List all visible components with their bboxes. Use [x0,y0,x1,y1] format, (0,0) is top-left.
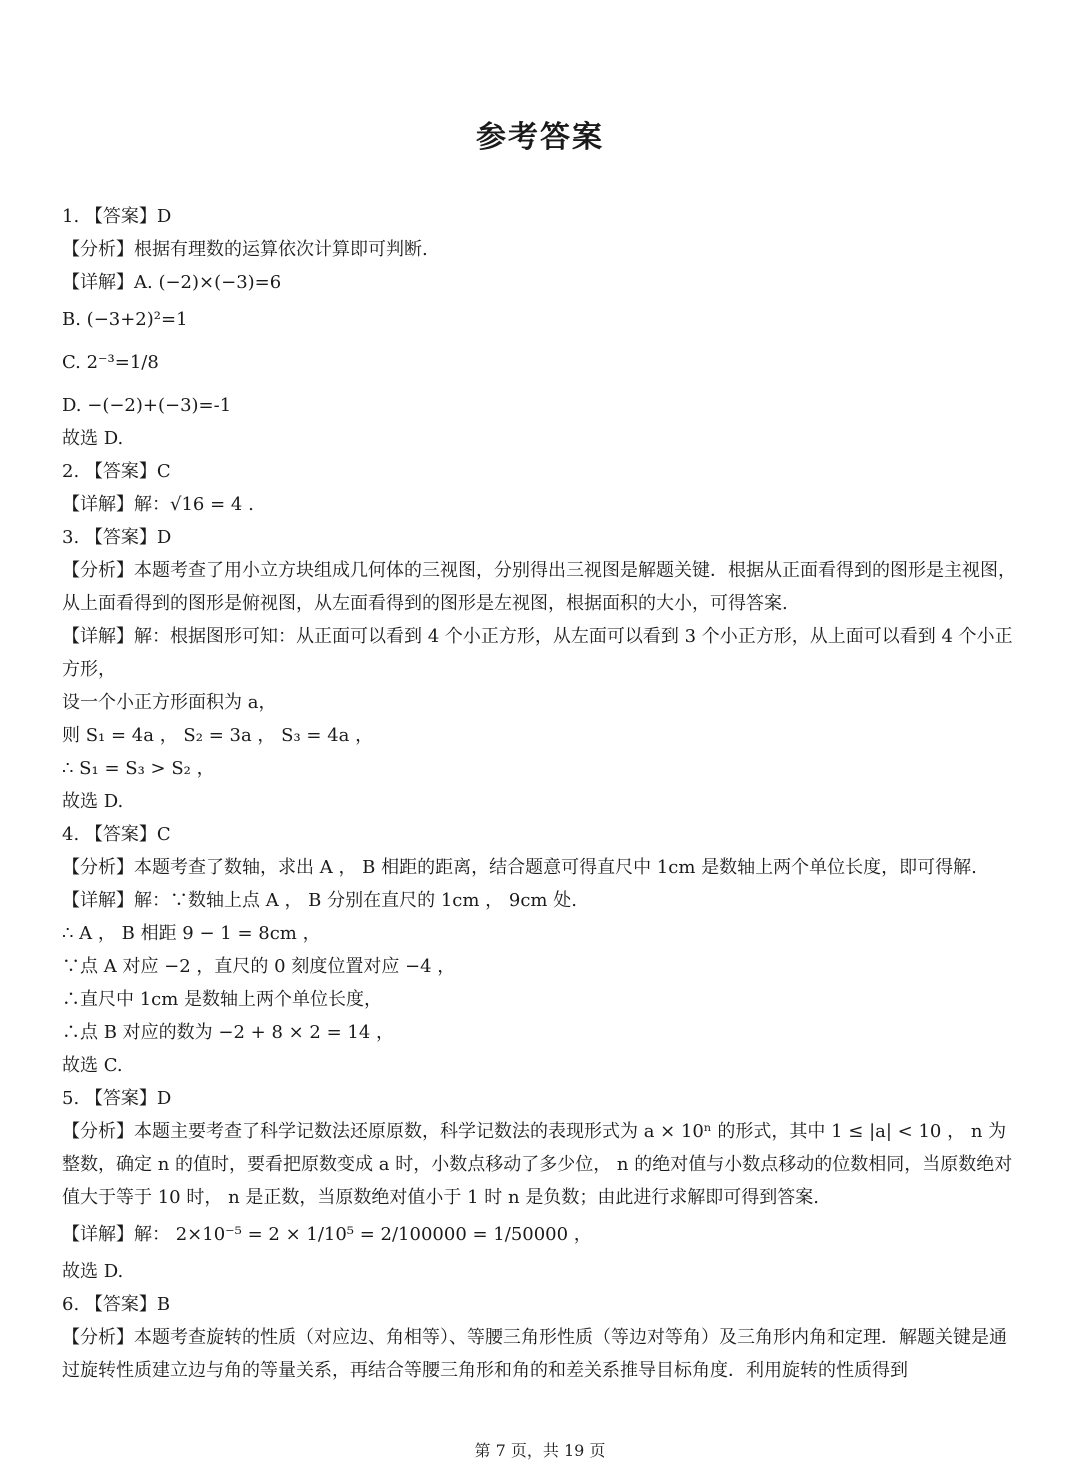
q4-detail: 【详解】解：∵数轴上点 A ， B 分别在直尺的 1cm ， 9cm 处. [62,890,577,911]
q3-conclusion: 故选 D. [62,791,124,812]
q1-conclusion: 故选 D. [62,428,124,449]
q1-option-b: B. (−3+2)²=1 [62,309,188,330]
q4-conclusion: 故选 C. [62,1055,123,1076]
q2-detail: 【详解】解：√16 = 4 . [62,494,254,515]
q4-analysis: 【分析】本题考查了数轴，求出 A ， B 相距的距离，结合题意可得直尺中 1cm 是数轴上两个单位长度，即可得解. [62,857,977,878]
q3-detail: 【详解】解：根据图形可知：从正面可以看到 4 个小正方形，从左面可以看到 3 个小正方形，从上面可以看到 4 个小正方形， [62,626,1013,680]
page-title: 参考答案 [476,120,604,155]
q4-step-3: ∴直尺中 1cm 是数轴上两个单位长度， [62,989,383,1010]
answer-content [62,200,1022,1387]
q1-analysis: 【分析】根据有理数的运算依次计算即可判断. [62,239,428,260]
q5-answer: 5. 【答案】D [62,1088,172,1109]
q6-analysis: 【分析】本题考查旋转的性质（对应边、角相等）、等腰三角形性质（等边对等角）及三角形内角和定理．解题关键是通过旋转性质建立边与角的等量关系，再结合等腰三角形和角的和差关系推导目标角度．利用旋转的性质得到 [62,1327,1007,1381]
q5-analysis: 【分析】本题主要考查了科学记数法还原原数，科学记数法的表现形式为 a × 10ⁿ 的形式，其中 1 ≤ |a| < 10 ， n 为整数，确定 n 的值时，要看把原数变成 a 时，小数点移动了多少位， n 的绝对值与小数点移动的位数相同，当原数绝对值大于等于 10 时， n 是正数，当原数绝对值小于 1 时 n 是负数；由此进行求解即可得到答案. [62,1121,1013,1208]
q3-step-3: ∴ S₁ = S₃ > S₂ ， [62,758,215,779]
q3-answer: 3. 【答案】D [62,527,172,548]
q4-step-4: ∴点 B 对应的数为 −2 + 8 × 2 = 14 ， [62,1022,395,1043]
q2-answer: 2. 【答案】C [62,461,171,482]
q6-answer: 6. 【答案】B [62,1294,171,1315]
q1-option-d: D. −(−2)+(−3)=-1 [62,395,232,416]
q1-option-c: C. 2⁻³=1/8 [62,352,159,373]
q1-answer: 1. 【答案】D [62,206,172,227]
q4-answer: 4. 【答案】C [62,824,171,845]
q5-conclusion: 故选 D. [62,1261,124,1282]
page-footer: 第 7 页，共 19 页 [474,1441,606,1460]
q5-detail: 【详解】解： 2×10⁻⁵ = 2 × 1/10⁵ = 2/100000 = 1/50000 ， [62,1224,592,1245]
q3-step-1: 设一个小正方形面积为 a， [62,692,277,713]
q1-detail-a: 【详解】A. (−2)×(−3)=6 [62,272,282,293]
q3-analysis: 【分析】本题考查了用小立方块组成几何体的三视图，分别得出三视图是解题关键．根据从正面看得到的图形是主视图，从上面看得到的图形是俯视图，从左面看得到的图形是左视图，根据面积的大小，可得答案. [62,560,1016,614]
q4-step-1: ∴ A ， B 相距 9 − 1 = 8cm ， [62,923,321,944]
q4-step-2: ∵点 A 对应 −2 ，直尺的 0 刻度位置对应 −4 ， [62,956,456,977]
q3-step-2: 则 S₁ = 4a ， S₂ = 3a ， S₃ = 4a ， [62,725,374,746]
